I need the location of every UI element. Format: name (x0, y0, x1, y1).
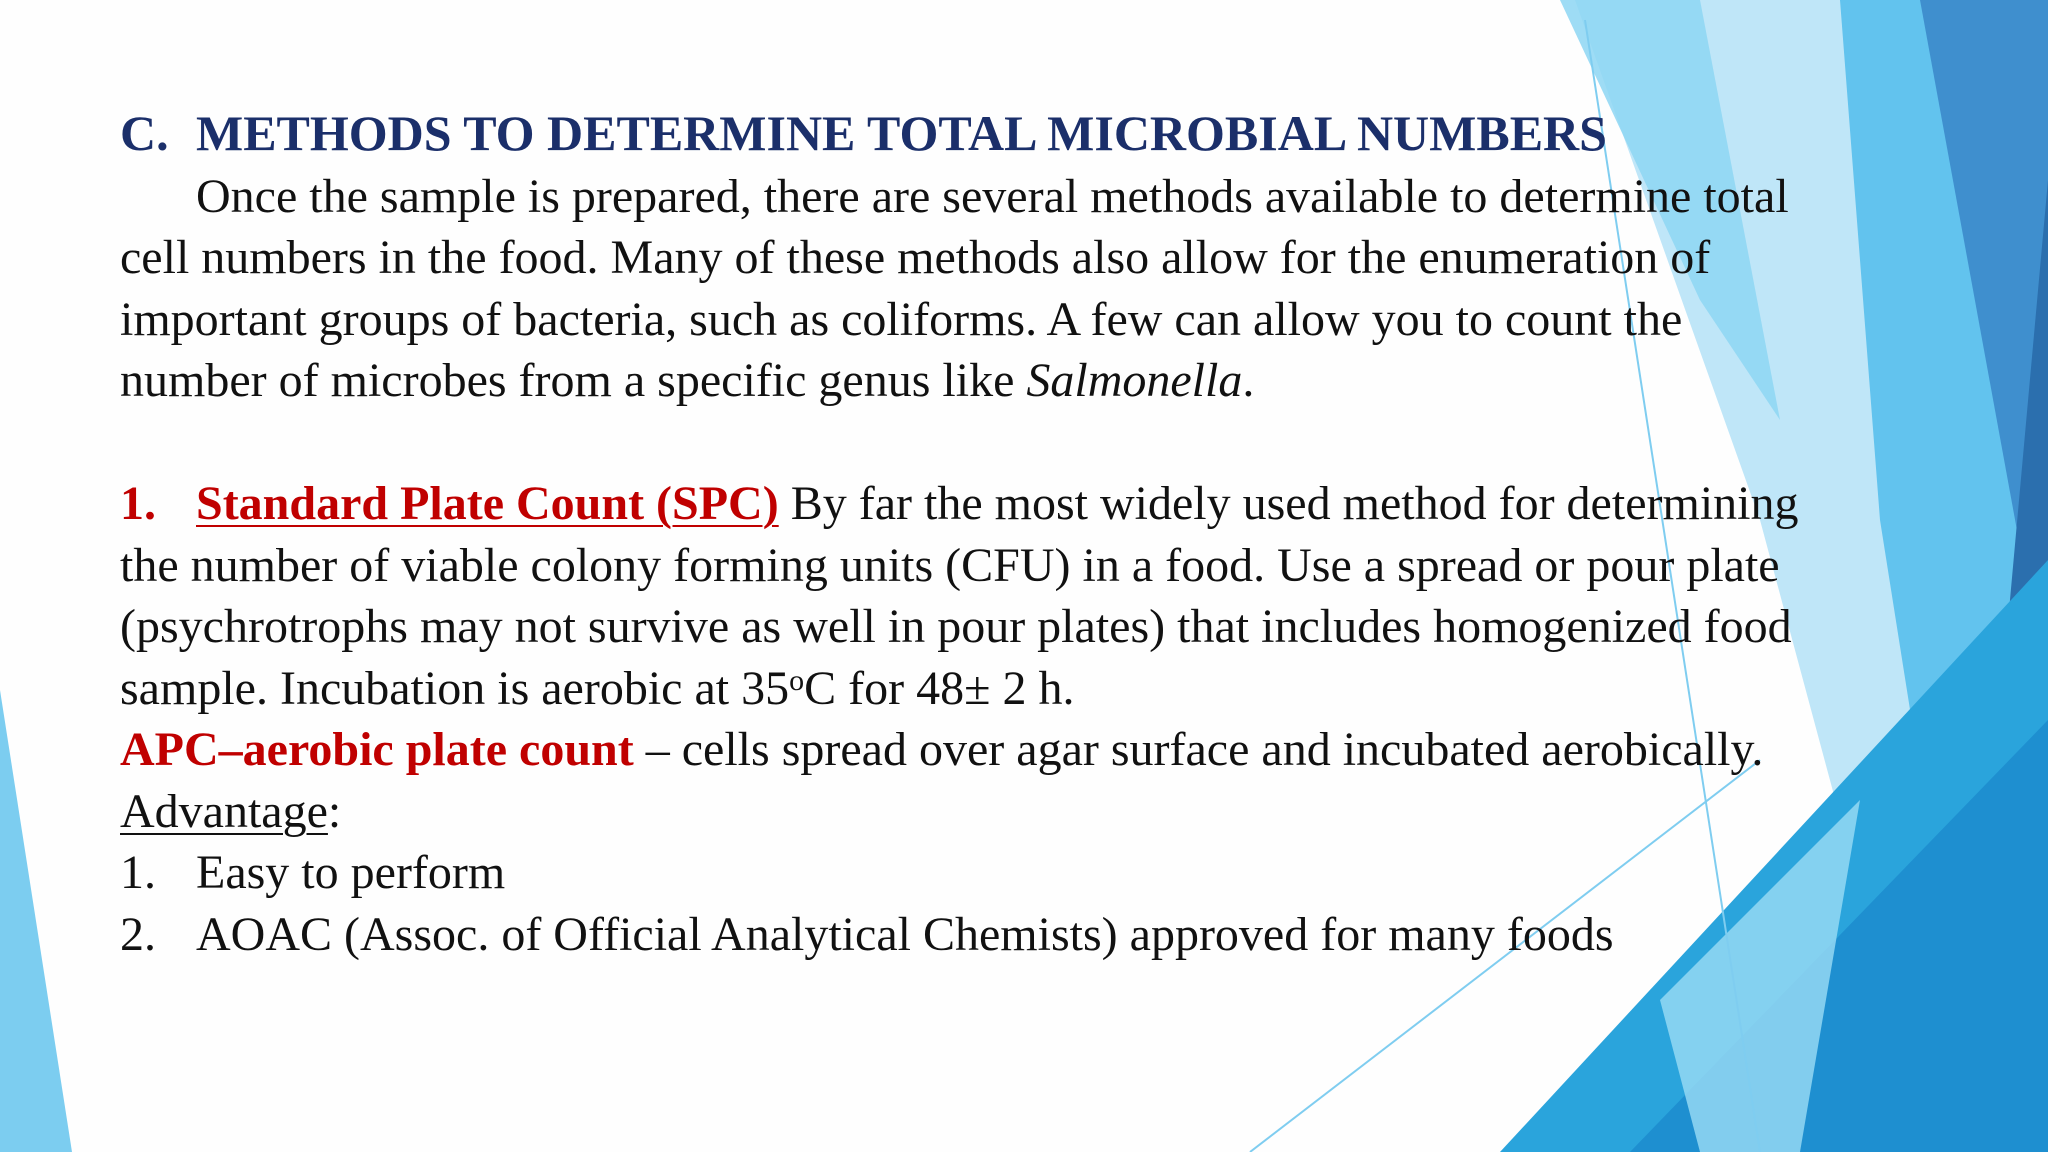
intro-line-4 (120, 351, 1254, 411)
spc-line-3: (psychrotrophs may not survive as well in pour plates) that includes homogenized food (120, 600, 1792, 653)
advantage-colon: : (327, 785, 342, 838)
advantage-item-2-text: AOAC (Assoc. of Official Analytical Chemists) approved for many foods (196, 908, 1614, 961)
intro-line-1: Once the sample is prepared, there are several methods available to determine total (196, 170, 1789, 223)
spc-line-4 (120, 659, 1074, 719)
heading-label: C. (120, 105, 169, 161)
intro-line-3: important groups of bacteria, such as coliforms. A few can allow you to count the (120, 293, 1683, 346)
apc-line (120, 720, 1763, 780)
spc-line-4-prefix: sample. Incubation is aerobic at 35 (120, 662, 790, 715)
advantage-heading (120, 782, 341, 842)
spc-line-2: the number of viable colony forming units (CFU) in a food. Use a spread or pour plate (120, 539, 1780, 592)
intro-line-4-suffix: . (1242, 354, 1255, 407)
degree-superscript: o (789, 664, 805, 697)
spc-title: Standard Plate Count (SPC) (196, 477, 779, 530)
advantage-item-1 (120, 843, 505, 903)
advantage-label: Advantage (120, 785, 328, 838)
advantage-item-1-number: 1. (120, 846, 156, 899)
intro-line-4-prefix: number of microbes from a specific genus like (120, 354, 1027, 407)
advantage-item-2 (120, 905, 1614, 965)
apc-description: – cells spread over agar surface and incubated aerobically. (633, 723, 1764, 776)
spc-line-1 (120, 474, 1799, 534)
slide-heading (120, 103, 1607, 163)
advantage-item-1-text: Easy to perform (196, 846, 506, 899)
spc-number: 1. (120, 477, 156, 530)
apc-term: APC–aerobic plate count (120, 723, 634, 776)
spc-line-4-suffix: C for 48± 2 h. (804, 662, 1075, 715)
intro-genus-italic: Salmonella (1026, 354, 1243, 407)
spc-line-1-rest: By far the most widely used method for determining (778, 477, 1799, 530)
heading-title: METHODS TO DETERMINE TOTAL MICROBIAL NUMBERS (196, 105, 1607, 161)
intro-line-2: cell numbers in the food. Many of these methods also allow for the enumeration of (120, 231, 1711, 284)
advantage-item-2-number: 2. (120, 908, 156, 961)
